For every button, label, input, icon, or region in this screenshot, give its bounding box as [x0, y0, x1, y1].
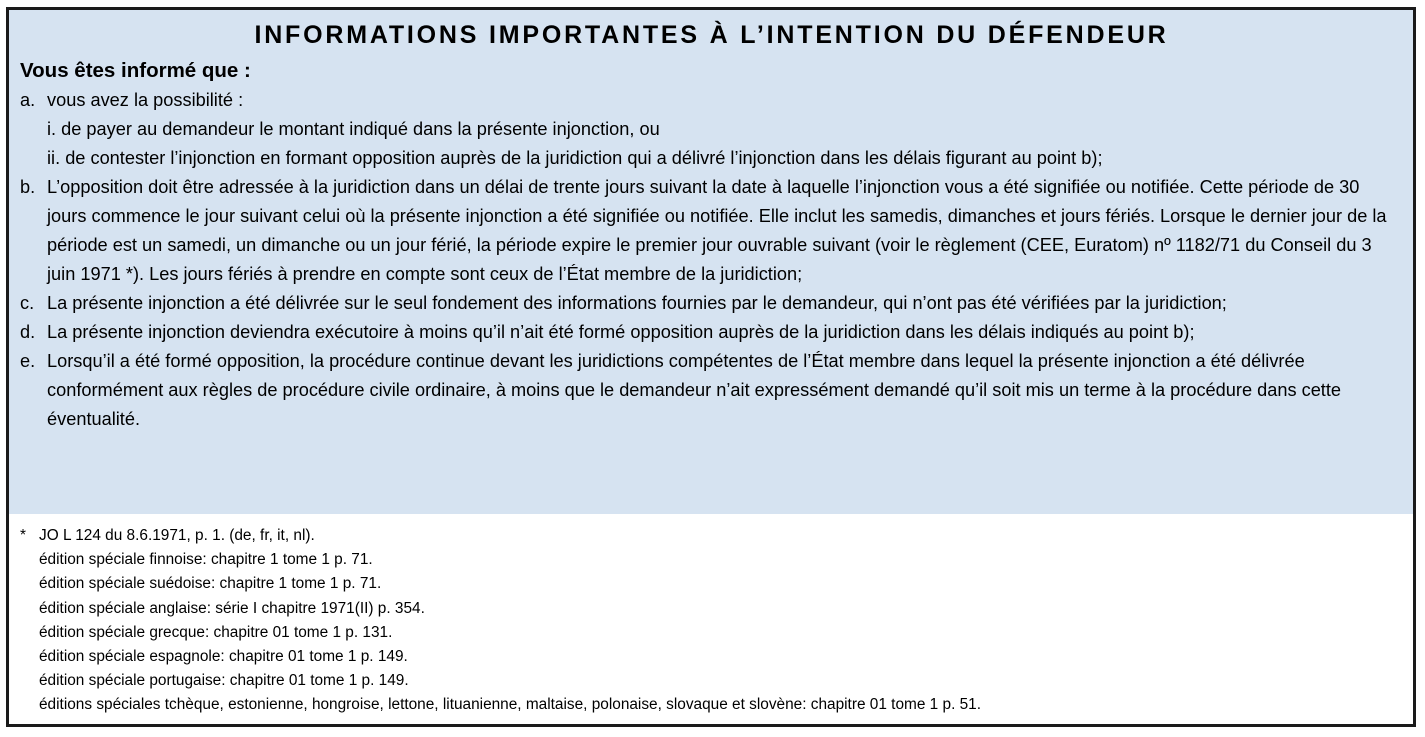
list-item-d: [20, 318, 1403, 347]
footnote-line: édition spéciale espagnole: chapitre 01 tome 1 p. 149.: [39, 648, 408, 666]
sub-item-i: i. de payer au demandeur le montant indiqué dans la présente injonction, ou: [47, 119, 660, 139]
list-item-label: b.: [20, 177, 36, 197]
footnote-line: édition spéciale anglaise: série I chapitre 1971(II) p. 354.: [39, 599, 425, 617]
list-item-label: e.: [20, 351, 36, 371]
list-item-text: vous avez la possibilité :: [47, 90, 244, 110]
footnote-line: éditions spéciales tchèque, estonienne, hongroise, lettone, lituanienne, maltaise, polonaise, slovaque et slovène: chapitre 01 tome 1 p. 51.: [39, 696, 982, 714]
footnote-first-line: [20, 524, 1413, 548]
notice-subheading: Vous êtes informé que :: [20, 59, 251, 82]
list-item-a: [20, 86, 1403, 115]
notice-box: [6, 7, 1416, 727]
footnote-line: édition spéciale portugaise: chapitre 01 tome 1 p. 149.: [39, 672, 409, 690]
footnote-line: édition spéciale grecque: chapitre 01 tome 1 p. 131.: [39, 623, 393, 641]
list-item-text: L’opposition doit être adressée à la juridiction dans un délai de trente jours suivant la date à laquelle l’injonction vous a été signifiée ou notifiée. Cette période de 30 jours commence le jour suivant celui où la présente injonction a été signifiée ou notifiée. Elle inclut les samedis, dimanches et jours fériés. Lorsque le dernier jour de la période est un samedi, un dimanche ou un jour férié, la période expire le premier jour ouvrable suivant (voir le règlement (CEE, Euratom) nº 1182/71 du Conseil du 3 juin 1971 *). Les jours fériés à prendre en compte sont ceux de l’État membre de la juridiction;: [47, 177, 1387, 284]
footnote-line: édition spéciale finnoise: chapitre 1 tome 1 p. 71.: [39, 551, 373, 569]
footnote-marker: *: [20, 527, 26, 544]
list-item-e: [20, 347, 1403, 434]
footnote-line: JO L 124 du 8.6.1971, p. 1. (de, fr, it, nl).: [39, 527, 315, 544]
list-item-text: La présente injonction deviendra exécutoire à moins qu’il n’ait été formé opposition auprès de la juridiction dans les délais indiqués au point b);: [47, 322, 1195, 342]
list-item-c: [20, 289, 1403, 318]
list-item-b: [20, 173, 1403, 289]
notice-title: INFORMATIONS IMPORTANTES À L’INTENTION DU DÉFENDEUR: [254, 21, 1169, 49]
list-item-text: Lorsqu’il a été formé opposition, la procédure continue devant les juridictions compétentes de l’État membre dans lequel la présente injonction a été délivrée conformément aux règles de procédure civile ordinaire, à moins que le demandeur n’ait expressément demandé qu’il soit mis un terme à la procédure dans cette éventualité.: [47, 351, 1342, 429]
list-item-label: c.: [20, 293, 35, 313]
list-item-text: La présente injonction a été délivrée sur le seul fondement des informations fournies par le demandeur, qui n’ont pas été vérifiées par la juridiction;: [47, 293, 1227, 313]
sub-item-ii: ii. de contester l’injonction en formant opposition auprès de la juridiction qui a délivré l’injonction dans les délais figurant au point b);: [47, 148, 1103, 168]
list-item-label: a.: [20, 90, 36, 110]
footnote-line: édition spéciale suédoise: chapitre 1 tome 1 p. 71.: [39, 575, 382, 593]
list-item-label: d.: [20, 322, 36, 342]
notice-main-panel: [9, 10, 1413, 514]
footnote-panel: [9, 514, 1413, 718]
